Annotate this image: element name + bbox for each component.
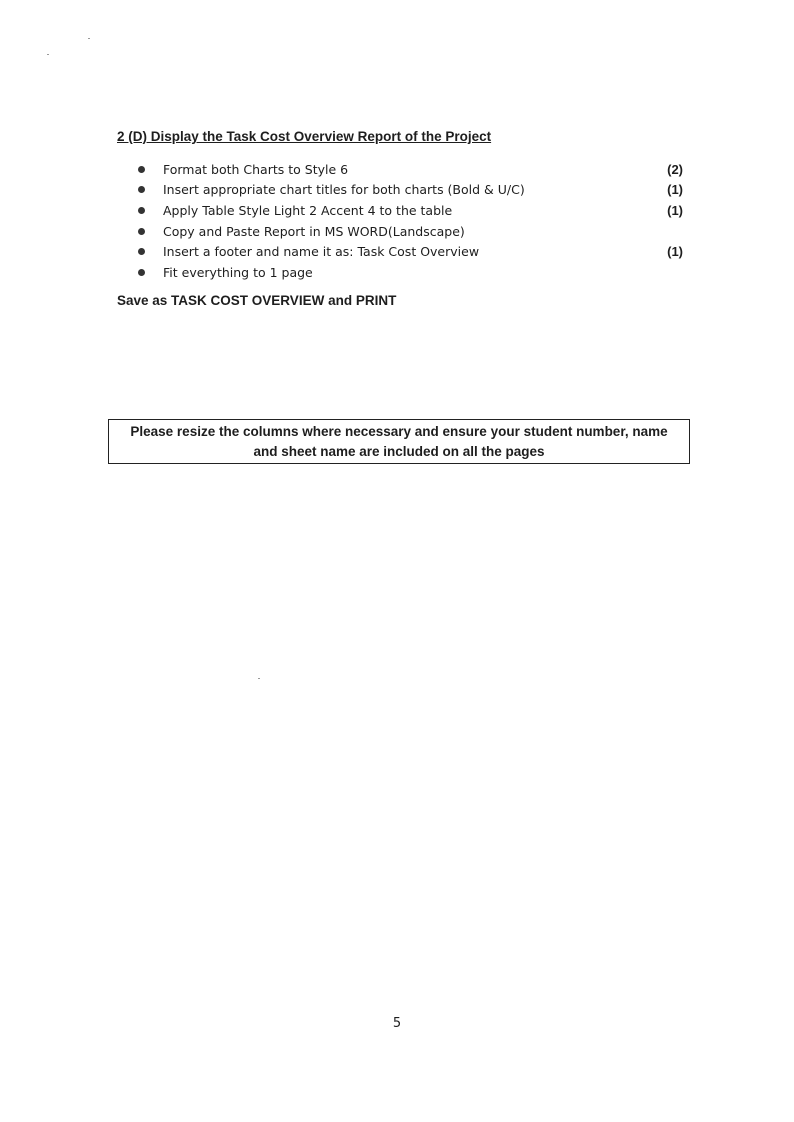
section-heading: 2 (D) Display the Task Cost Overview Report of the Project bbox=[117, 129, 492, 144]
task-item bbox=[138, 221, 683, 242]
task-marks: (1) bbox=[667, 244, 683, 260]
scan-speck bbox=[258, 678, 260, 679]
task-item bbox=[138, 200, 683, 221]
task-text: Copy and Paste Report in MS WORD(Landscape) bbox=[163, 223, 465, 239]
task-list bbox=[138, 159, 683, 283]
task-item bbox=[138, 262, 683, 283]
task-text: Apply Table Style Light 2 Accent 4 to the table bbox=[163, 202, 453, 218]
task-text: Fit everything to 1 page bbox=[163, 264, 313, 280]
task-text: Insert a footer and name it as: Task Cost Overview bbox=[163, 244, 480, 260]
bullet-icon bbox=[138, 207, 145, 214]
scan-speck bbox=[88, 38, 90, 39]
bullet-icon bbox=[138, 269, 145, 276]
task-item bbox=[138, 241, 683, 262]
bullet-icon bbox=[138, 228, 145, 235]
task-item bbox=[138, 159, 683, 180]
task-item bbox=[138, 180, 683, 201]
task-text: Insert appropriate chart titles for both charts (Bold & U/C) bbox=[163, 182, 525, 198]
task-marks: (1) bbox=[667, 182, 683, 198]
bullet-icon bbox=[138, 166, 145, 173]
page-number: 5 bbox=[392, 1016, 402, 1031]
notice-box bbox=[108, 419, 690, 464]
notice-text: Please resize the columns where necessary and ensure your student number, name and sheet name are included on all the pages bbox=[130, 423, 668, 459]
bullet-icon bbox=[138, 186, 145, 193]
task-marks: (2) bbox=[667, 161, 683, 177]
scan-speck bbox=[47, 54, 49, 55]
bullet-icon bbox=[138, 248, 145, 255]
task-marks: (1) bbox=[667, 202, 683, 218]
task-text: Format both Charts to Style 6 bbox=[163, 161, 349, 177]
save-instruction: Save as TASK COST OVERVIEW and PRINT bbox=[117, 293, 397, 308]
